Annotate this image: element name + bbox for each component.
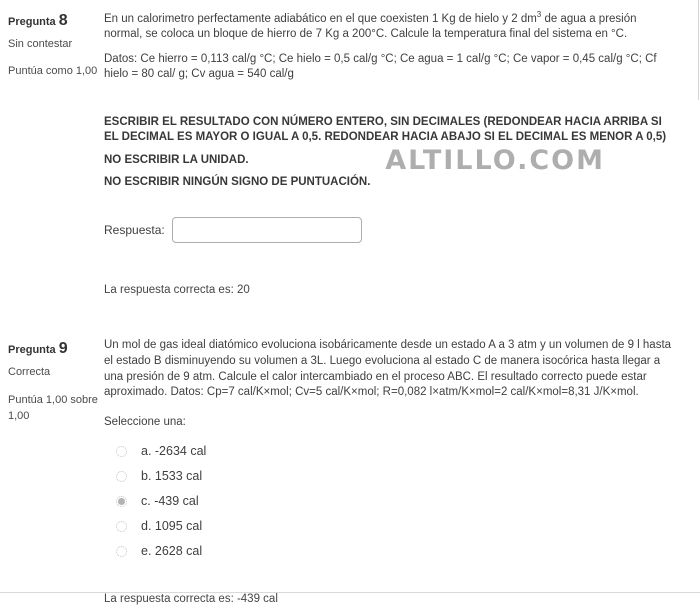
question-8-status: Sin contestar xyxy=(8,37,73,50)
instruction-no-punctuation: NO ESCRIBIR NINGÚN SIGNO DE PUNTUACIÓN. xyxy=(104,176,371,189)
superscript-3: 3 xyxy=(536,10,542,19)
option-e[interactable] xyxy=(104,539,678,564)
radio-button[interactable] xyxy=(116,496,127,507)
question-9-header xyxy=(8,338,104,360)
radio-button[interactable] xyxy=(116,546,127,557)
radio-button[interactable] xyxy=(116,521,127,532)
option-a[interactable] xyxy=(104,439,678,464)
option-c[interactable] xyxy=(104,489,678,514)
question-8-content xyxy=(104,10,700,298)
question-8-datos: Datos: Ce hierro = 0,113 cal/g °C; Ce hielo = 0,5 cal/g °C; Ce agua = 1 cal/g °C; Ce vapor = 0,45 cal/g °C; Cf hielo = 80 cal/ g; Cv agua = 540 cal/g xyxy=(104,52,657,81)
question-8-text-part1: En un calorimetro perfectamente adiabático en el que coexisten 1 Kg de hielo y 2 dm xyxy=(104,12,537,25)
question-9-text: Un mol de gas ideal diatómico evoluciona isobáricamente desde un estado A a 3 atm y un volumen de 9 l hasta el estado B disminuyendo su volumen a 3L. Luego evoluciona al estado C de manera isocórica hasta llegar a una presión de 9 atm. Calcule el calor intercambiado en el proceso ABC. El resultado correcto puede estar aproximado. Datos: Cp=7 cal/K×mol; Cv=5 cal/K×mol; R=0,082 l×atm/K×mol=2 cal/K×mol=8,31 J/K×mol. xyxy=(104,339,672,399)
radio-button[interactable] xyxy=(116,446,127,457)
question-8-header xyxy=(8,10,104,32)
question-8-text-part2: de agua a presión normal, se coloca un bloque de hierro de 7 Kg a 200°C. Calcule la temperatura final del sistema en °C. xyxy=(104,12,637,41)
answer-label: Respuesta: xyxy=(104,222,165,237)
option-label: d. 1095 cal xyxy=(141,519,203,534)
question-9-grade-line2: 1,00 xyxy=(8,410,30,423)
question-word: Pregunta xyxy=(8,344,56,357)
options-list xyxy=(104,439,678,564)
question-number: 9 xyxy=(58,340,68,358)
instruction-rounding: ESCRIBIR EL RESULTADO CON NÚMERO ENTERO, SIN DECIMALES (REDONDEAR HACIA ARRIBA SI EL DECIMAL ES MAYOR O IGUAL A 0,5. REDONDEAR HACIA ABAJO SI EL DECIMAL ES MENOR A 0,5) xyxy=(104,115,667,144)
bottom-divider xyxy=(0,592,700,593)
option-label: b. 1533 cal xyxy=(141,469,203,484)
altillo-watermark: ALTILLO.COM xyxy=(385,145,605,176)
question-9-content xyxy=(104,338,700,607)
question-9 xyxy=(0,338,700,607)
question-9-correct-answer: La respuesta correcta es: -439 cal xyxy=(104,593,278,606)
option-label: e. 2628 cal xyxy=(141,544,203,559)
question-9-info xyxy=(0,338,104,607)
answer-input[interactable] xyxy=(172,217,362,243)
option-d[interactable] xyxy=(104,514,678,539)
instruction-no-unit: NO ESCRIBIR LA UNIDAD. xyxy=(104,153,249,166)
radio-button[interactable] xyxy=(116,471,127,482)
question-word: Pregunta xyxy=(8,16,56,28)
question-number: 8 xyxy=(58,12,68,29)
select-one-prompt: Seleccione una: xyxy=(104,415,186,428)
option-label: c. -439 cal xyxy=(141,494,199,509)
content-right-edge xyxy=(698,0,699,100)
option-b[interactable] xyxy=(104,464,678,489)
answer-row xyxy=(104,217,678,243)
question-8-grade: Puntúa como 1,00 xyxy=(8,65,98,78)
question-8 xyxy=(0,0,700,298)
question-8-info xyxy=(0,10,104,298)
question-9-grade xyxy=(8,392,104,425)
question-9-status: Correcta xyxy=(8,366,51,379)
question-9-grade-line1: Puntúa 1,00 sobre xyxy=(8,393,98,406)
question-8-text xyxy=(104,10,678,43)
question-8-correct-answer: La respuesta correcta es: 20 xyxy=(104,283,250,296)
option-label: a. -2634 cal xyxy=(141,444,207,459)
